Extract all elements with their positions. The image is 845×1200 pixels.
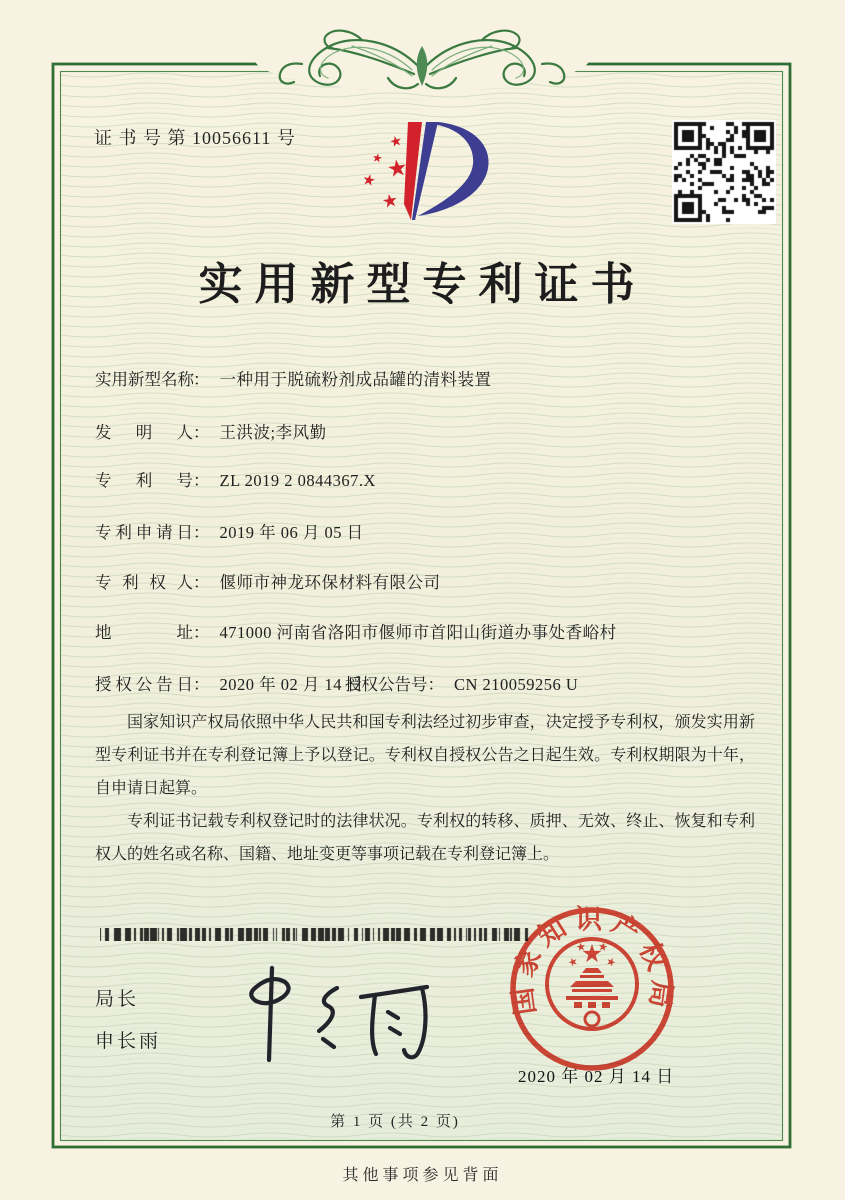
field-value: 王洪波;李风勤 [219, 423, 327, 442]
field-row-invention-name: 实用新型名称： 一种用于脱硫粉剂成品罐的清料装置 [95, 366, 795, 390]
field-value: 偃师市神龙环保材料有限公司 [219, 573, 441, 592]
field-value: 一种用于脱硫粉剂成品罐的清料装置 [219, 370, 492, 389]
page-indicator: 第 1 页 (共 2 页) [330, 1114, 460, 1130]
star-icon: ★ [380, 189, 400, 213]
field-value: CN 210059256 U [454, 675, 579, 694]
signature-script-icon [225, 962, 460, 1067]
field-label: 实用新型名称 [95, 370, 194, 389]
field-label: 发明人 [95, 423, 193, 442]
field-row-filing-date: 专利申请日： 2019 年 06 月 05 日 [95, 519, 795, 543]
field-label: 专利权人 [95, 573, 193, 592]
field-label: 专利申请日 [95, 523, 193, 542]
certificate-title: 实用新型专利证书 [198, 260, 647, 309]
director-name: 申长雨 [95, 1031, 162, 1052]
star-icon: ★ [388, 133, 405, 152]
field-label: 授权公告日 [95, 675, 193, 694]
field-row-grant: 授权公告日： 2020 年 02 月 14 日 授权公告号： CN 210059256 U [95, 671, 795, 695]
barcode [100, 928, 530, 941]
field-value: 2019 年 06 月 05 日 [219, 523, 364, 542]
qr-code [672, 120, 776, 224]
cnipa-logo [338, 112, 508, 240]
star-icon: ★ [370, 150, 384, 166]
field-grant-number: 授权公告号： CN 210059256 U [345, 675, 579, 694]
field-value: 2020 年 02 月 14 日 [219, 675, 364, 694]
national-emblem-icon [547, 939, 637, 1029]
official-seal [500, 898, 685, 1083]
star-icon: ★ [385, 154, 410, 183]
field-value: 471000 河南省洛阳市偃师市首阳山街道办事处香峪村 [219, 623, 617, 642]
field-row-inventor: 发明人： 王洪波;李风勤 [95, 419, 795, 443]
back-side-note: 其他事项参见背面 [342, 1167, 503, 1184]
field-row-address: 地址： 471000 河南省洛阳市偃师市首阳山街道办事处香峪村 [95, 619, 795, 643]
field-label: 授权公告号 [345, 675, 428, 694]
seal-text: 国家知识产权局 [506, 904, 678, 1017]
legal-paragraph-1: 国家知识产权局依照中华人民共和国专利法经过初步审查，决定授予专利权，颁发实用新型专利证书并在专利登记簿上予以登记。专利权自授权公告之日起生效。专利权期限为十年，自申请日起算。 [95, 714, 755, 797]
field-row-patentee: 专利权人： 偃师市神龙环保材料有限公司 [95, 569, 795, 593]
field-label: 专利号 [95, 471, 193, 490]
star-icon: ★ [360, 171, 378, 191]
field-label: 地址 [95, 623, 193, 642]
certificate-number: 证 书 号 第 10056611 号 [94, 128, 296, 148]
seal-date: 2020 年 02 月 14 日 [518, 1067, 675, 1086]
director-title: 局长 [95, 989, 140, 1010]
legal-paragraph-2: 专利证书记载专利权登记时的法律状况。专利权的转移、质押、无效、终止、恢复和专利权人的姓名或名称、国籍、地址变更等事项记载在专利登记簿上。 [95, 813, 755, 863]
field-value: ZL 2019 2 0844367.X [219, 471, 376, 490]
legal-text [95, 706, 755, 871]
field-row-patent-number: 专利号： ZL 2019 2 0844367.X [95, 467, 795, 491]
